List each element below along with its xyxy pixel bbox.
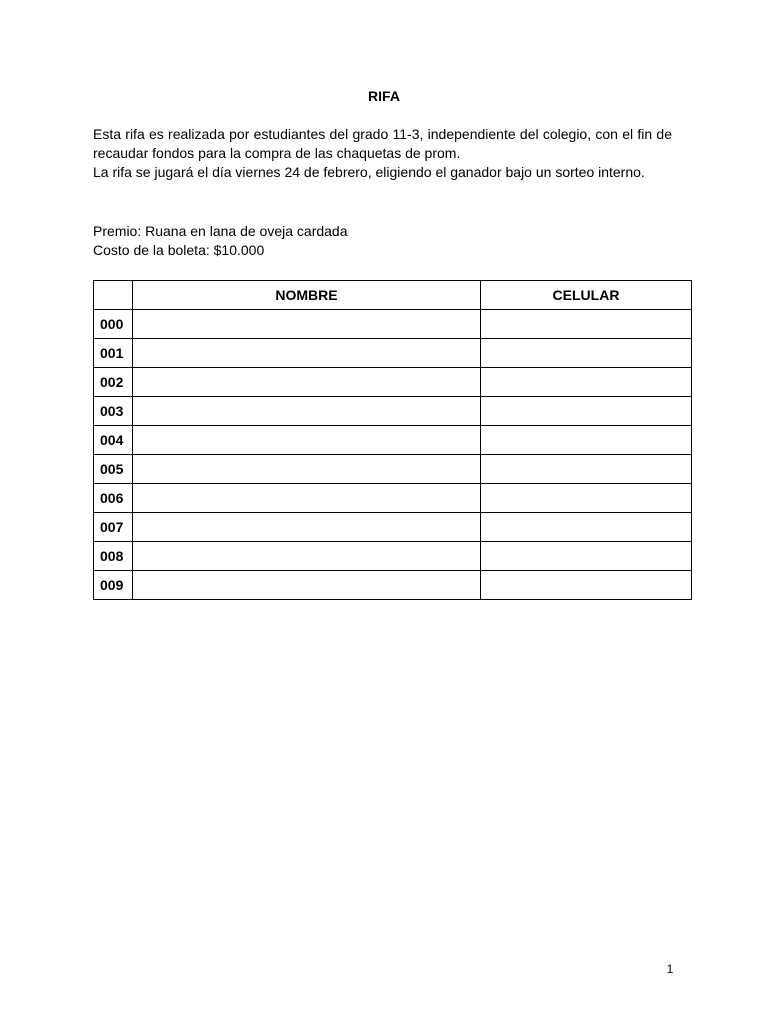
- draw-date-paragraph: La rifa se jugará el día viernes 24 de febrero, eligiendo el ganador bajo un sorteo interno.: [93, 164, 645, 180]
- raffle-table: [93, 280, 692, 600]
- table-row: [94, 368, 692, 397]
- table-row: [94, 513, 692, 542]
- ticket-number: 002: [94, 368, 133, 397]
- table-row: [94, 455, 692, 484]
- header-number: [94, 281, 133, 310]
- table-row: [94, 397, 692, 426]
- header-phone: CELULAR: [481, 281, 692, 310]
- phone-cell[interactable]: [481, 368, 692, 397]
- ticket-number: 009: [94, 571, 133, 600]
- name-cell[interactable]: [133, 426, 481, 455]
- name-cell[interactable]: [133, 397, 481, 426]
- ticket-number: 007: [94, 513, 133, 542]
- ticket-number: 000: [94, 310, 133, 339]
- ticket-number: 003: [94, 397, 133, 426]
- prize-line: Premio: Ruana en lana de oveja cardada: [93, 223, 348, 239]
- phone-cell[interactable]: [481, 484, 692, 513]
- phone-cell[interactable]: [481, 455, 692, 484]
- ticket-cost-line: Costo de la boleta: $10.000: [93, 242, 265, 258]
- name-cell[interactable]: [133, 455, 481, 484]
- name-cell[interactable]: [133, 513, 481, 542]
- phone-cell[interactable]: [481, 571, 692, 600]
- table-row: [94, 542, 692, 571]
- ticket-number: 006: [94, 484, 133, 513]
- table-row: [94, 426, 692, 455]
- ticket-number: 005: [94, 455, 133, 484]
- ticket-number: 001: [94, 339, 133, 368]
- phone-cell[interactable]: [481, 542, 692, 571]
- phone-cell[interactable]: [481, 310, 692, 339]
- phone-cell[interactable]: [481, 513, 692, 542]
- name-cell[interactable]: [133, 368, 481, 397]
- table-row: [94, 339, 692, 368]
- phone-cell[interactable]: [481, 397, 692, 426]
- table-row: [94, 484, 692, 513]
- intro-paragraph: Esta rifa es realizada por estudiantes del grado 11-3, independiente del colegio, con el fin de recaudar fondos para la compra de las chaquetas de prom.: [93, 126, 672, 161]
- document-title: RIFA: [368, 88, 400, 104]
- page-number: 1: [666, 962, 674, 976]
- header-name: NOMBRE: [133, 281, 481, 310]
- name-cell[interactable]: [133, 571, 481, 600]
- name-cell[interactable]: [133, 339, 481, 368]
- phone-cell[interactable]: [481, 339, 692, 368]
- name-cell[interactable]: [133, 310, 481, 339]
- ticket-number: 008: [94, 542, 133, 571]
- ticket-number: 004: [94, 426, 133, 455]
- table-row: [94, 571, 692, 600]
- phone-cell[interactable]: [481, 426, 692, 455]
- table-row: [94, 310, 692, 339]
- name-cell[interactable]: [133, 542, 481, 571]
- table-header-row: [94, 281, 692, 310]
- name-cell[interactable]: [133, 484, 481, 513]
